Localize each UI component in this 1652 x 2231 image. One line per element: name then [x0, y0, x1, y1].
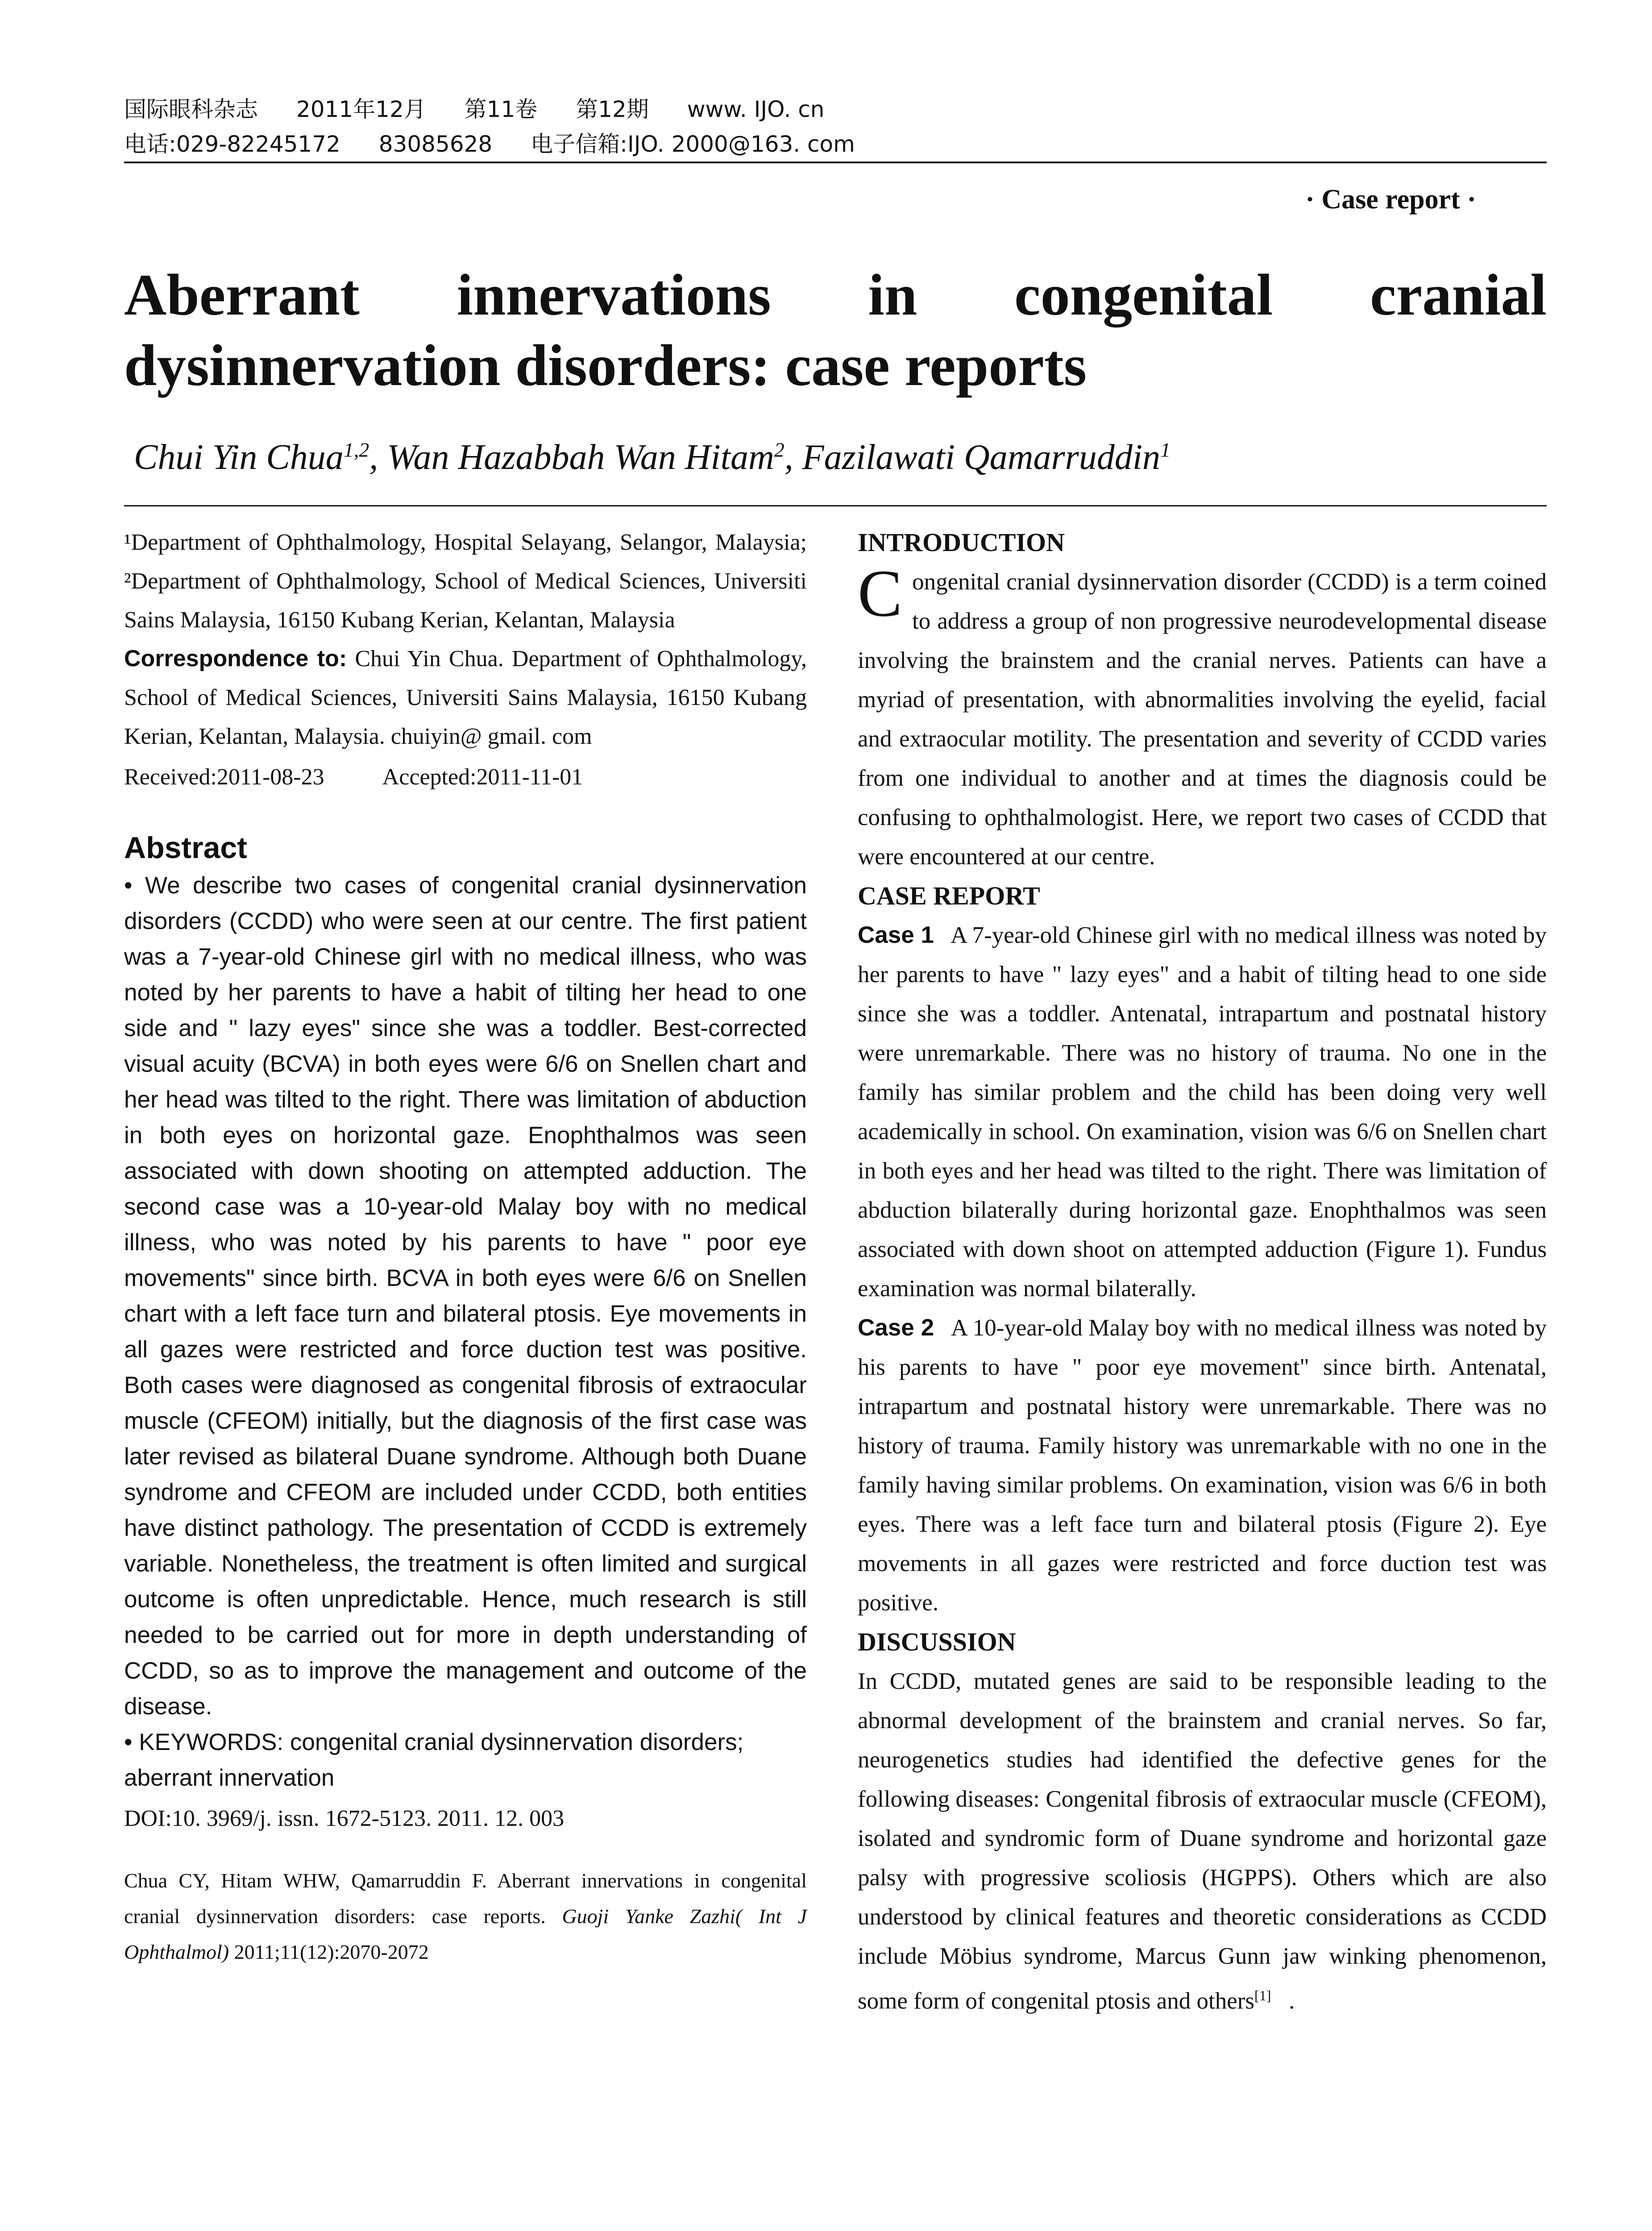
email: 电子信箱:IJO. 2000@163. com: [531, 131, 855, 157]
doi: DOI:10. 3969/j. issn. 1672-5123. 2011. 12. 003: [124, 1806, 565, 1831]
article-dates: [124, 758, 807, 796]
title-line-1: [124, 260, 1547, 330]
title-line-2: dysinnervation disorders: case reports: [124, 332, 1087, 398]
citation: [124, 1863, 807, 1970]
title-word: Aberrant: [124, 262, 360, 328]
phone: 电话:029-82245172: [124, 131, 340, 157]
authors-divider: [124, 505, 1547, 506]
title-word: congenital: [1014, 262, 1273, 328]
article-title: [124, 260, 1547, 401]
citation-journal: Guoji Yanke Zazhi( Int J Ophthalmol): [124, 1905, 807, 1963]
case-2-text: A 10-year-old Malay boy with no medical illness was noted by his parents to have " poor eye movement" since birth. Antenatal, intrapartum and postnatal history were unremarkable. There was no history of trauma. Family history was unremarkable with no one in the family having similar problems. On examination, vision was 6/6 in both eyes. There was a left face turn and bilateral ptosis (Figure 2). Eye movements in all gazes were restricted and force duction test was positive.: [858, 1315, 1547, 1616]
affiliations: ¹Department of Ophthalmology, Hospital Selayang, Selangor, Malaysia; ²Department of Ophthalmology, School of Medical Sciences, Universiti Sains Malaysia, 16150 Kubang Kerian, Kelantan, Malaysia: [124, 530, 807, 633]
author-name: Wan Hazabbah Wan Hitam: [387, 438, 774, 477]
volume: 第11卷: [464, 96, 538, 122]
author-name: Fazilawati Qamarruddin: [802, 438, 1161, 477]
author-name: Chui Yin Chua: [134, 438, 344, 477]
correspondence: [124, 639, 807, 756]
drop-cap: C: [858, 556, 903, 630]
author-list: Chui Yin Chua$^{1,2}$, Wan Hazabbah Wan Hitam$^2$, Fazilawati Qamarruddin$^1$: [134, 438, 1171, 477]
discussion-text: [858, 1662, 1547, 2021]
author-affiliation-mark: 1: [1160, 438, 1171, 461]
title-word: cranial: [1370, 262, 1547, 328]
case-report-heading: CASE REPORT: [858, 881, 1040, 910]
citation-ref: 2011;11(12):2070-2072: [234, 1941, 429, 1963]
correspondence-label: Correspondence to:: [124, 646, 347, 672]
discussion-heading: DISCUSSION: [858, 1627, 1016, 1656]
journal-header: [124, 92, 1547, 162]
author-affiliation-mark: 2: [774, 438, 784, 461]
journal-header-line-1: [124, 92, 1547, 127]
introduction-text: [858, 556, 1547, 876]
journal-name: 国际眼科杂志: [124, 96, 258, 122]
right-column: [858, 523, 1547, 2021]
title-word: innervations: [457, 262, 771, 328]
case-2-label: Case 2: [858, 1315, 934, 1341]
abstract-text: • We describe two cases of congenital cranial dysinnervation disorders (CCDD) who were seen at our centre. The first patient was a 7-year-old Chinese girl with no medical illness, who was noted by her parents to have a habit of tilting her head to one side and " lazy eyes" since she was a toddler. Best-corrected visual acuity (BCVA) in both eyes were 6/6 on Snellen chart and her head was tilted to the right. There was limitation of abduction in both eyes on horizontal gaze. Enophthalmos was seen associated with down shooting on attempted adduction. The second case was a 10-year-old Malay boy with no medical illness, who was noted by his parents to have " poor eye movements" since birth. BCVA in both eyes were 6/6 on Snellen chart with a left face turn and bilateral ptosis. Eye movements in all gazes were restricted and force duction test was positive. Both cases were diagnosed as congenital fibrosis of extraocular muscle (CFEOM) initially, but the diagnosis of the first case was later revised as bilateral Duane syndrome. Although both Duane syndrome and CFEOM are included under CCDD, both entities have distinct pathology. The presentation of CCDD is extremely variable. Nonetheless, the treatment is often limited and surgical outcome is often unpredictable. Hence, much research is still needed to be carried out for more in depth understanding of CCDD, so as to improve the management and outcome of the disease.: [124, 872, 807, 1720]
journal-website: www. IJO. cn: [687, 96, 825, 122]
correspondence-text: Chui Yin Chua. Department of Ophthalmology, School of Medical Sciences, Universiti Sains Malaysia, 16150 Kubang Kerian, Kelantan, Malaysia. chuiyin@ gmail. com: [124, 646, 807, 749]
title-word: in: [868, 262, 917, 328]
author-affiliation-mark: 1,2: [343, 438, 369, 461]
case-1-paragraph: [858, 916, 1547, 1308]
header-divider: [124, 162, 1547, 163]
citation-text: Chua CY, Hitam WHW, Qamarruddin F. Aberrant innervations in congenital cranial dysinnervation disorders: case reports.: [124, 1869, 807, 1928]
discussion-end: .: [1289, 1988, 1295, 2014]
case-1-label: Case 1: [858, 922, 934, 948]
issue-date: 2011年12月: [296, 96, 426, 122]
received-date: Received:2011-08-23: [124, 764, 324, 790]
issue: 第12期: [576, 96, 649, 122]
case-1-text: A 7-year-old Chinese girl with no medical illness was noted by her parents to have " lazy eyes" and a habit of tilting head to one side since she was a toddler. Antenatal, intrapartum and postnatal history were unremarkable. There was no history of trauma. No one in the family has similar problem and the child has been doing very well academically in school. On examination, vision was 6/6 on Snellen chart in both eyes and her head was tilted to the right. There was limitation of abduction bilaterally during horizontal gaze. Enophthalmos was seen associated with down shoot on attempted adduction (Figure 1). Fundus examination was normal bilaterally.: [858, 922, 1547, 1302]
introduction-body: ongenital cranial dysinnervation disorder (CCDD) is a term coined to address a group of non progressive neurodevelopmental disease involving the brainstem and the cranial nerves. Patients can have a myriad of presentation, with abnormalities involving the eyelid, facial and extraocular motility. The presentation and severity of CCDD varies from one individual to another and at times the diagnosis could be confusing to ophthalmologist. Here, we report two cases of CCDD that were encountered at our centre.: [858, 569, 1547, 870]
phone-2: 83085628: [378, 131, 493, 157]
keywords: • KEYWORDS: congenital cranial dysinnervation disorders; aberrant innervation: [124, 1729, 744, 1791]
accepted-date: Accepted:2011-11-01: [382, 764, 583, 790]
discussion-body: In CCDD, mutated genes are said to be responsible leading to the abnormal development of the brainstem and cranial nerves. So far, neurogenetics studies had identified the defective genes for the following diseases: Congenital fibrosis of extraocular muscle (CFEOM), isolated and syndromic form of Duane syndrome and horizontal gaze palsy with progressive scoliosis (HGPPS). Others which are also understood by clinical features and theoretic considerations as CCDD include Möbius syndrome, Marcus Gunn jaw winking phenomenon, some form of congenital ptosis and others: [858, 1668, 1547, 2014]
abstract-heading: Abstract: [124, 831, 247, 865]
left-column: [124, 523, 807, 1970]
case-2-paragraph: [858, 1308, 1547, 1622]
section-tag: · Case report ·: [1305, 184, 1476, 215]
journal-header-line-2: [124, 127, 1547, 162]
introduction-heading: INTRODUCTION: [858, 528, 1065, 557]
reference-mark: [1]: [1254, 1987, 1271, 2003]
